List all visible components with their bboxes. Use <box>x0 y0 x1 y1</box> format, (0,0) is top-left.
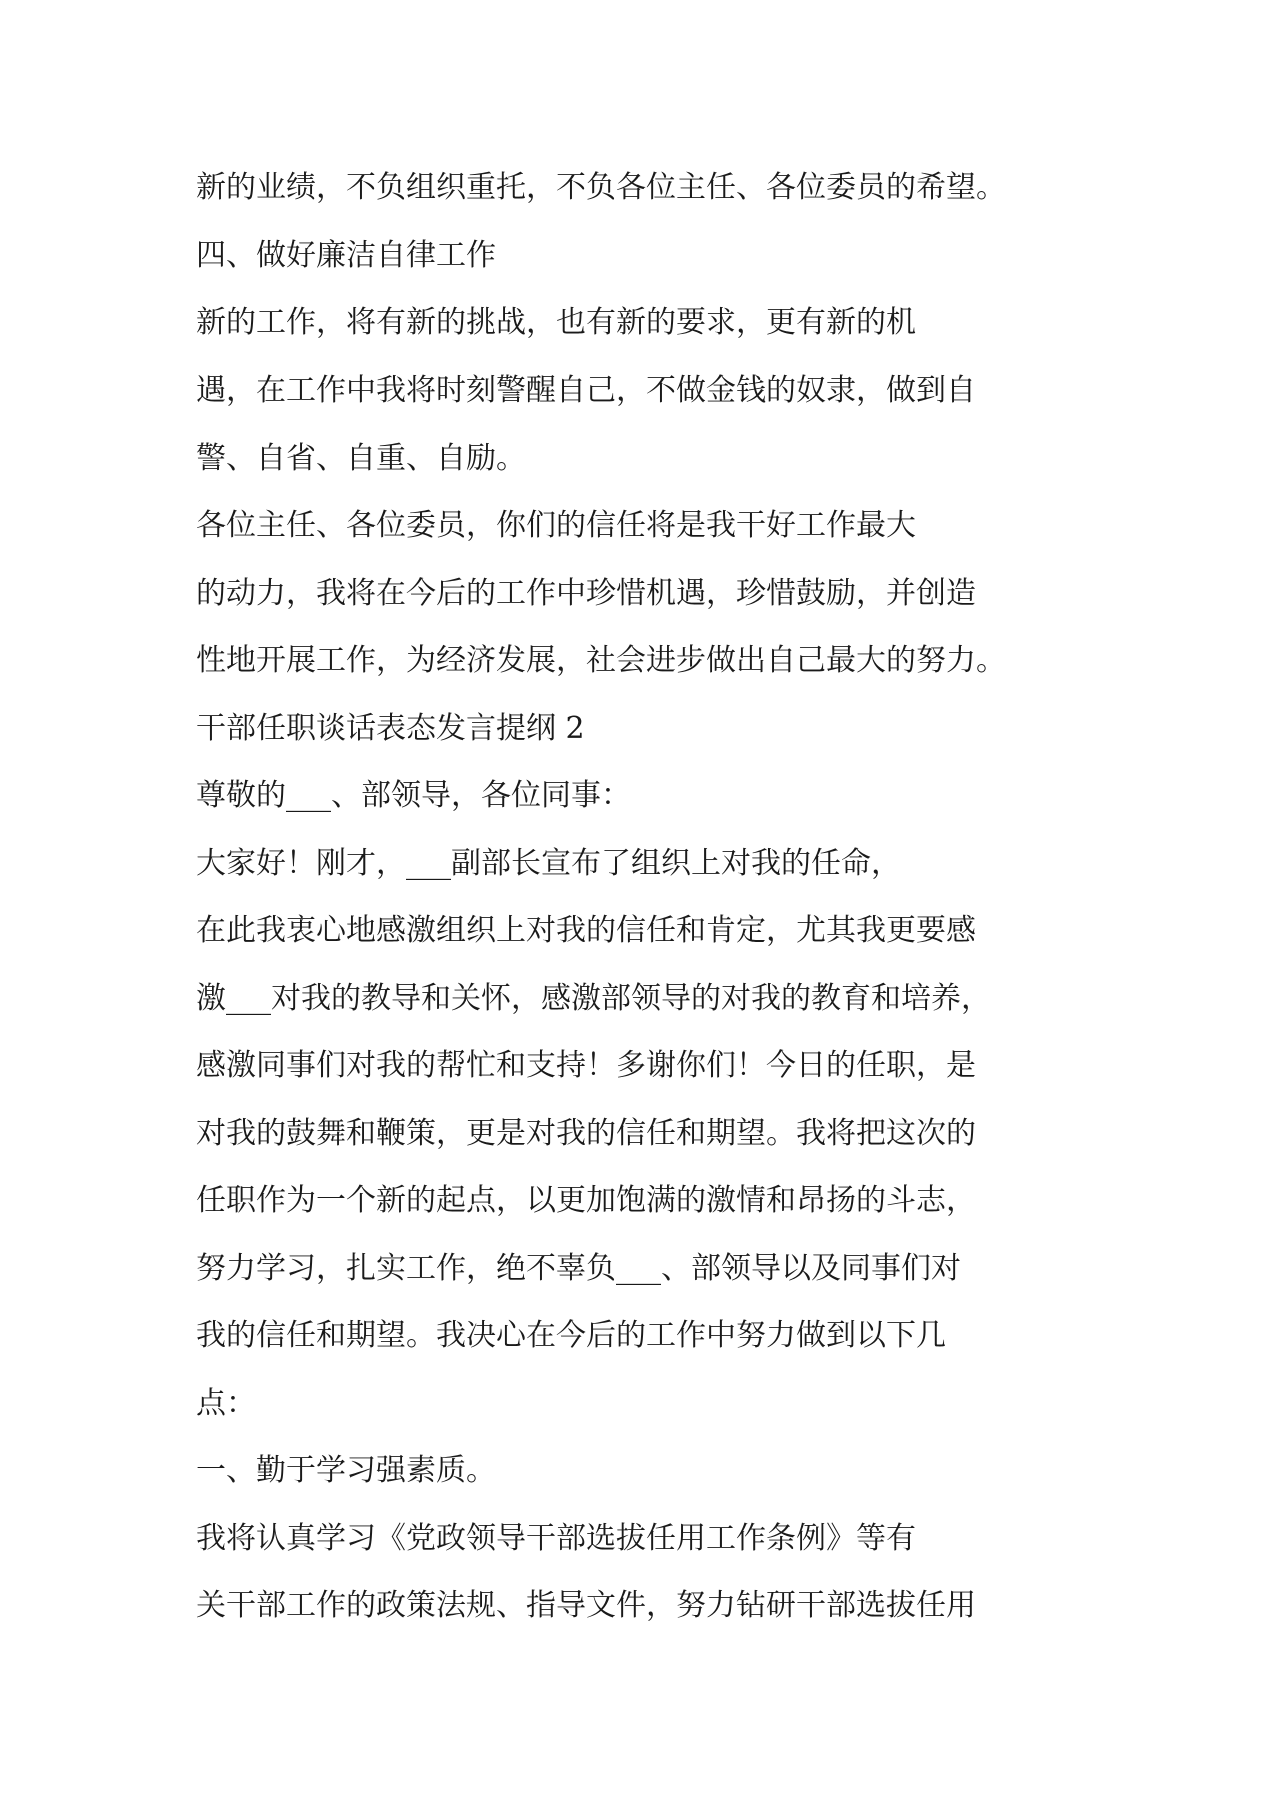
text-line: 遇，在工作中我将时刻警醒自己，不做金钱的奴隶，做到自 <box>196 373 976 408</box>
text-line: 点： <box>196 1386 256 1421</box>
text-line: 新的工作，将有新的挑战，也有新的要求，更有新的机 <box>196 305 916 340</box>
section-heading: 四、做好廉洁自律工作 <box>196 238 496 273</box>
salutation: 尊敬的___、部领导，各位同事： <box>196 778 631 813</box>
text-line: 激___对我的教导和关怀，感激部领导的对我的教育和培养， <box>196 981 991 1016</box>
text-line: 的动力，我将在今后的工作中珍惜机遇，珍惜鼓励，并创造 <box>196 576 976 611</box>
document-title: 干部任职谈话表态发言提纲 2 <box>196 711 585 746</box>
text-line: 新的业绩，不负组织重托，不负各位主任、各位委员的希望。 <box>196 170 1006 205</box>
text-line: 关干部工作的政策法规、指导文件，努力钻研干部选拔任用 <box>196 1588 976 1623</box>
text-line: 我将认真学习《党政领导干部选拔任用工作条例》等有 <box>196 1521 916 1556</box>
section-heading: 一、勤于学习强素质。 <box>196 1453 496 1488</box>
text-line: 我的信任和期望。我决心在今后的工作中努力做到以下几 <box>196 1318 946 1353</box>
text-line: 对我的鼓舞和鞭策，更是对我的信任和期望。我将把这次的 <box>196 1116 976 1151</box>
text-line: 在此我衷心地感激组织上对我的信任和肯定，尤其我更要感 <box>196 913 976 948</box>
text-line: 性地开展工作，为经济发展，社会进步做出自己最大的努力。 <box>196 643 1006 678</box>
text-line: 各位主任、各位委员，你们的信任将是我干好工作最大 <box>196 508 916 543</box>
text-line: 努力学习，扎实工作，绝不辜负___、部领导以及同事们对 <box>196 1251 961 1286</box>
text-line: 感激同事们对我的帮忙和支持！多谢你们！今日的任职，是 <box>196 1048 976 1083</box>
text-line: 警、自省、自重、自励。 <box>196 441 526 476</box>
text-line: 大家好！刚才，___副部长宣布了组织上对我的任命， <box>196 846 901 881</box>
text-line: 任职作为一个新的起点，以更加饱满的激情和昂扬的斗志， <box>196 1183 976 1218</box>
